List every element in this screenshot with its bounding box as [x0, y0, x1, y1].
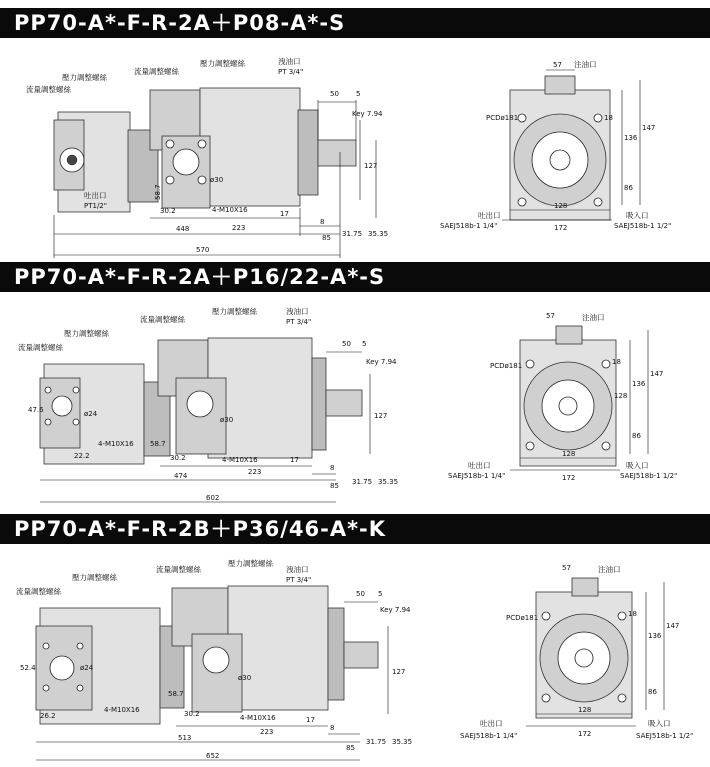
- bolt-label: 4-M10X16: [98, 440, 134, 448]
- bore-label: ø30: [238, 674, 252, 682]
- svg-text:136: 136: [648, 632, 662, 640]
- pump-drawing-svg: [0, 294, 710, 512]
- key-label: Key 7.94: [380, 606, 411, 614]
- svg-text:50: 50: [356, 590, 365, 598]
- svg-text:86: 86: [624, 184, 633, 192]
- svg-text:128: 128: [578, 706, 592, 714]
- outlet-sae: SAEJ518b-1 1/4": [460, 732, 518, 740]
- inlet-sae: SAEJ518b-1 1/2": [614, 222, 672, 230]
- dimension-drawing: [0, 546, 710, 767]
- svg-text:35.35: 35.35: [378, 478, 399, 486]
- svg-text:58.7: 58.7: [168, 690, 184, 698]
- svg-text:31.75: 31.75: [366, 738, 387, 746]
- svg-text:128: 128: [554, 202, 568, 210]
- svg-text:35.35: 35.35: [368, 230, 389, 238]
- bolt-label-2: 4-M10X16: [240, 714, 276, 722]
- svg-text:35.35: 35.35: [392, 738, 413, 746]
- svg-text:85: 85: [322, 234, 331, 242]
- section-title: PP70-A*-F-R-2A＋P08-A*-S: [0, 8, 710, 38]
- fill-port-label: 注油口: [598, 565, 621, 574]
- svg-text:147: 147: [642, 124, 656, 132]
- svg-text:602: 602: [206, 494, 220, 502]
- key-label: Key 7.94: [366, 358, 397, 366]
- svg-text:147: 147: [650, 370, 664, 378]
- svg-text:136: 136: [624, 134, 638, 142]
- svg-text:26.2: 26.2: [40, 712, 56, 720]
- svg-text:223: 223: [232, 224, 246, 232]
- svg-text:18: 18: [628, 610, 637, 618]
- bore-label-2: ø24: [84, 410, 98, 418]
- svg-text:172: 172: [578, 730, 592, 738]
- pressure-adjust-label: 壓力調整螺絲: [72, 573, 117, 582]
- svg-text:5: 5: [362, 340, 367, 348]
- svg-text:57: 57: [553, 61, 562, 69]
- svg-text:58.7: 58.7: [150, 440, 166, 448]
- drawing-section-2: [0, 262, 710, 512]
- outlet-label-2: 吐出口: [478, 211, 501, 220]
- svg-text:127: 127: [364, 162, 378, 170]
- svg-text:86: 86: [648, 688, 657, 696]
- drive-shaft: [318, 140, 356, 166]
- pressure-adjust-label-2: 壓力調整螺絲: [200, 59, 245, 68]
- dimension-drawing: [0, 40, 710, 258]
- drawing-section-3: [0, 514, 710, 767]
- pcd-label: PCDø181: [506, 614, 539, 622]
- svg-text:31.75: 31.75: [342, 230, 363, 238]
- pump-drawing-svg: [0, 546, 710, 767]
- drain-port-thread: PT 3/4": [278, 68, 304, 76]
- inlet-label: 吸入口: [626, 461, 649, 470]
- svg-text:31.75: 31.75: [352, 478, 373, 486]
- section-title: PP70-A*-F-R-2A＋P16/22-A*-S: [0, 262, 710, 292]
- flow-adjust-label: 流量調整螺絲: [26, 85, 71, 94]
- svg-text:172: 172: [554, 224, 568, 232]
- svg-text:85: 85: [346, 744, 355, 752]
- svg-text:513: 513: [178, 734, 192, 742]
- fill-port-label: 注油口: [582, 313, 605, 322]
- drain-port-label: 洩油口: [278, 57, 301, 66]
- section-title: PP70-A*-F-R-2B＋P36/46-A*-K: [0, 514, 710, 544]
- svg-text:18: 18: [612, 358, 621, 366]
- drain-port-label: 洩油口: [286, 307, 309, 316]
- flow-adjust-label-2: 流量調整螺絲: [156, 565, 201, 574]
- inlet-label: 吸入口: [648, 719, 671, 728]
- svg-text:128: 128: [614, 392, 628, 400]
- svg-text:22.2: 22.2: [74, 452, 90, 460]
- drain-port-thread: PT 3/4": [286, 318, 312, 326]
- drain-port-label: 洩油口: [286, 565, 309, 574]
- drawing-section-1: [0, 8, 710, 258]
- pcd-label: PCDø181: [486, 114, 519, 122]
- svg-text:5: 5: [378, 590, 383, 598]
- svg-text:474: 474: [174, 472, 188, 480]
- bolt-label: 4-M10X16: [222, 456, 258, 464]
- bolt-label: 4-M10X16: [212, 206, 248, 214]
- svg-text:17: 17: [280, 210, 289, 218]
- svg-text:17: 17: [306, 716, 315, 724]
- pressure-adjust-label: 壓力調整螺絲: [64, 329, 109, 338]
- bolt-label: 4-M10X16: [104, 706, 140, 714]
- svg-text:30.2: 30.2: [160, 207, 176, 215]
- svg-text:172: 172: [562, 474, 576, 482]
- svg-text:30.2: 30.2: [170, 454, 186, 462]
- svg-text:85: 85: [330, 482, 339, 490]
- inlet-sae: SAEJ518b-1 1/2": [636, 732, 694, 740]
- dimension-drawing: [0, 294, 710, 512]
- svg-text:570: 570: [196, 246, 210, 254]
- drain-port-thread: PT 3/4": [286, 576, 312, 584]
- svg-text:18: 18: [604, 114, 613, 122]
- key-label: Key 7.94: [352, 110, 383, 118]
- svg-text:30.2: 30.2: [184, 710, 200, 718]
- pressure-adjust-label-2: 壓力調整螺絲: [228, 559, 273, 568]
- svg-text:58.7: 58.7: [154, 184, 162, 200]
- flow-adjust-label-2: 流量調整螺絲: [134, 67, 179, 76]
- svg-text:127: 127: [374, 412, 388, 420]
- flow-adjust-label-2: 流量調整螺絲: [140, 315, 185, 324]
- bore-label: ø30: [210, 176, 224, 184]
- svg-text:147: 147: [666, 622, 680, 630]
- pcd-label: PCDø181: [490, 362, 523, 370]
- pump-drawing-svg: [0, 40, 710, 258]
- svg-text:127: 127: [392, 668, 406, 676]
- svg-text:5: 5: [356, 90, 361, 98]
- outlet-sae: SAEJ518b-1 1/4": [440, 222, 498, 230]
- svg-text:86: 86: [632, 432, 641, 440]
- svg-text:8: 8: [330, 724, 335, 732]
- pressure-adjust-label: 壓力調整螺絲: [62, 73, 107, 82]
- drive-shaft: [344, 642, 378, 668]
- outlet-thread: PT1/2": [84, 202, 107, 210]
- bore-label-2: ø24: [80, 664, 94, 672]
- svg-text:223: 223: [260, 728, 274, 736]
- svg-text:223: 223: [248, 468, 262, 476]
- bore-label: ø30: [220, 416, 234, 424]
- outlet-label-2: 吐出口: [468, 461, 491, 470]
- outlet-label-2: 吐出口: [480, 719, 503, 728]
- svg-text:128: 128: [562, 450, 576, 458]
- inlet-sae: SAEJ518b-1 1/2": [620, 472, 678, 480]
- svg-text:47.6: 47.6: [28, 406, 44, 414]
- svg-text:448: 448: [176, 225, 190, 233]
- svg-text:57: 57: [562, 564, 571, 572]
- flow-adjust-label: 流量調整螺絲: [16, 587, 61, 596]
- svg-text:50: 50: [342, 340, 351, 348]
- inlet-label: 吸入口: [626, 211, 649, 220]
- svg-text:136: 136: [632, 380, 646, 388]
- svg-text:17: 17: [290, 456, 299, 464]
- drive-shaft: [326, 390, 362, 416]
- pressure-adjust-label-2: 壓力調整螺絲: [212, 307, 257, 316]
- svg-text:57: 57: [546, 312, 555, 320]
- svg-text:50: 50: [330, 90, 339, 98]
- outlet-sae: SAEJ518b-1 1/4": [448, 472, 506, 480]
- svg-text:52.4: 52.4: [20, 664, 36, 672]
- svg-text:8: 8: [330, 464, 335, 472]
- rear-pump-body: [200, 88, 300, 206]
- fill-port-label: 注油口: [574, 60, 597, 69]
- svg-text:652: 652: [206, 752, 220, 760]
- outlet-label: 吐出口: [84, 191, 107, 200]
- flow-adjust-label: 流量調整螺絲: [18, 343, 63, 352]
- rear-pump-body: [228, 586, 328, 710]
- svg-text:8: 8: [320, 218, 325, 226]
